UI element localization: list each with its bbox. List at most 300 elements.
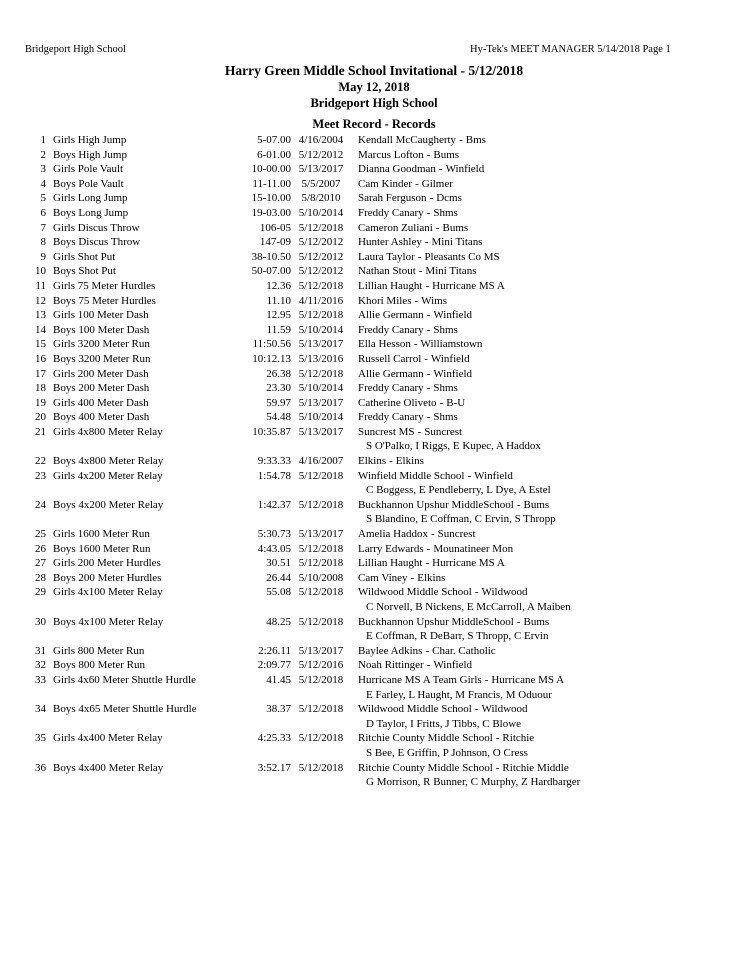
record-event-name: Girls 200 Meter Dash [53, 367, 149, 380]
record-date: 5/13/2016 [298, 352, 344, 365]
holder-separator: - [438, 163, 443, 176]
record-holder [358, 295, 447, 307]
record-holder [358, 674, 564, 686]
record-row [0, 470, 748, 499]
record-row [0, 251, 748, 266]
record-event-name: Boys 3200 Meter Run [53, 352, 151, 365]
record-team: Elkins [417, 571, 446, 584]
record-team: Bms [465, 134, 486, 146]
record-team: Winfield [433, 659, 473, 672]
record-athlete: Allie Germann [358, 309, 424, 322]
record-athlete: Noah Rittinger [358, 659, 424, 672]
relay-team-members: S O'Palko, I Riggs, E Kupec, A Haddox [366, 440, 541, 453]
holder-separator: - [389, 455, 393, 468]
record-number: 26 [35, 542, 46, 555]
record-athlete: Laura Taylor [358, 250, 415, 263]
record-holder [358, 353, 470, 365]
record-date: 5/13/2017 [298, 163, 344, 176]
record-date: 5/5/2007 [301, 177, 341, 190]
record-number: 19 [35, 396, 46, 409]
holder-separator: - [426, 382, 431, 395]
record-number: 30 [35, 615, 46, 628]
record-team: Bums [442, 221, 469, 234]
relay-team-members: E Farley, L Haught, M Francis, M Oduour [366, 688, 552, 701]
relay-team-members: D Taylor, I Fritts, J Tibbs, C Blowe [366, 717, 522, 730]
record-mark: 10:35.87 [252, 425, 291, 438]
record-number: 31 [35, 644, 46, 657]
record-athlete: Cam Viney [358, 571, 408, 584]
record-event-name: Girls 4x400 Meter Relay [53, 732, 163, 745]
holder-separator: - [425, 279, 430, 292]
record-number: 32 [35, 659, 46, 672]
record-row [0, 353, 748, 368]
record-date: 4/11/2016 [298, 294, 344, 307]
record-row [0, 236, 748, 251]
record-date: 5/12/2018 [298, 542, 344, 555]
holder-separator: - [417, 425, 422, 438]
record-event-name: Girls 4x200 Meter Relay [53, 469, 163, 482]
relay-team-members: E Coffman, R DeBarr, S Thropp, C Ervin [366, 630, 549, 643]
record-event-name: Boys High Jump [53, 148, 127, 161]
record-holder [358, 426, 462, 438]
record-holder [358, 309, 472, 321]
record-holder [358, 382, 458, 394]
record-team: B-U [446, 396, 466, 409]
holder-separator: - [418, 265, 423, 278]
record-mark: 26.44 [266, 571, 291, 584]
record-athlete: Freddy Canary [358, 411, 424, 424]
record-athlete: Sarah Ferguson [358, 192, 427, 205]
record-mark: 5:30.73 [257, 528, 291, 541]
record-date: 5/10/2014 [298, 323, 344, 336]
relay-team-members: G Morrison, R Bunner, C Murphy, Z Hardbarger [366, 776, 581, 789]
record-number: 16 [35, 352, 46, 365]
record-row [0, 557, 748, 572]
record-mark: 9:33.33 [257, 455, 291, 468]
record-holder [358, 499, 549, 511]
record-mark: 48.25 [266, 615, 291, 628]
record-holder [358, 178, 453, 190]
record-event-name: Girls 400 Meter Dash [53, 396, 149, 409]
record-athlete: Freddy Canary [358, 206, 424, 219]
record-team: Winfield [433, 367, 473, 380]
record-mark: 38-10.50 [251, 250, 291, 263]
record-athlete: Dianna Goodman [358, 163, 436, 176]
record-team: Winfield [445, 163, 485, 176]
record-holder [358, 732, 534, 744]
record-team: Mounatineer Mon [433, 542, 514, 555]
record-date: 5/12/2012 [298, 250, 344, 263]
record-team: Hurricane MS A [432, 279, 505, 292]
record-mark: 41.45 [266, 673, 291, 686]
holder-separator: - [426, 148, 431, 161]
report-title: Meet Record - Records [312, 117, 436, 131]
record-row [0, 265, 748, 280]
record-date: 5/12/2012 [298, 265, 344, 278]
record-holder [358, 762, 569, 774]
holder-separator: - [474, 586, 479, 599]
record-row [0, 192, 748, 207]
holder-separator: - [516, 615, 521, 628]
record-date: 5/12/2016 [298, 659, 344, 672]
record-event-name: Boys 4x800 Meter Relay [53, 455, 164, 468]
record-number: 15 [35, 338, 46, 351]
record-holder [358, 192, 462, 204]
record-team: Mini Titans [425, 265, 477, 278]
record-mark: 3:52.17 [257, 761, 291, 774]
record-row [0, 309, 748, 324]
records-list [0, 134, 748, 791]
record-date: 5/12/2018 [298, 673, 344, 686]
record-athlete: Ritchie County Middle School [358, 761, 493, 774]
record-mark: 59.97 [266, 396, 291, 409]
record-athlete: Catherine Oliveto [358, 396, 437, 409]
record-date: 5/12/2018 [298, 761, 344, 774]
holder-separator: - [459, 134, 463, 146]
record-mark: 4:25.33 [257, 732, 291, 745]
record-holder [358, 528, 476, 540]
page-running-header [0, 43, 748, 57]
record-team: Elkins [395, 455, 424, 468]
record-team: Hurricane MS A [491, 673, 565, 686]
record-number: 23 [35, 469, 46, 482]
record-row [0, 543, 748, 558]
record-mark: 4:43.05 [257, 542, 291, 555]
record-athlete: Suncrest MS [358, 425, 415, 438]
record-event-name: Girls 4x100 Meter Relay [53, 586, 163, 599]
record-row [0, 368, 748, 383]
record-holder [358, 265, 476, 277]
record-holder [358, 338, 482, 350]
record-holder [358, 470, 513, 482]
record-team: Shms [433, 323, 458, 336]
record-team: Bums [433, 148, 460, 161]
record-athlete: Khori Miles [358, 294, 412, 307]
record-athlete: Lillian Haught [358, 279, 423, 292]
record-team: Shms [433, 206, 458, 219]
header-software-info: Hy-Tek's MEET MANAGER 5/14/2018 Page 1 [470, 44, 671, 55]
record-team: Williamstown [420, 338, 483, 351]
record-date: 5/12/2018 [298, 469, 344, 482]
record-row [0, 703, 748, 732]
record-date: 5/12/2018 [298, 221, 344, 234]
record-athlete: Marcus Lofton [358, 148, 424, 161]
record-number: 29 [35, 586, 46, 599]
record-date: 5/12/2018 [298, 309, 344, 322]
relay-team-members: C Norvell, B Nickens, E McCarroll, A Maiben [366, 601, 571, 613]
record-athlete: Russell Carrol [358, 352, 422, 365]
record-date: 5/12/2018 [298, 498, 344, 511]
record-number: 28 [35, 571, 46, 584]
record-team: Hurricane MS A [432, 557, 505, 570]
document-title-block [0, 62, 748, 132]
record-number: 1 [40, 134, 46, 146]
record-date: 5/12/2012 [298, 236, 344, 249]
record-row [0, 222, 748, 237]
record-athlete: Wildwood Middle School [358, 703, 472, 716]
record-athlete: Larry Edwards [358, 542, 424, 555]
holder-separator: - [484, 673, 489, 686]
record-event-name: Girls 100 Meter Dash [53, 309, 149, 322]
record-date: 5/10/2014 [298, 411, 344, 424]
record-row [0, 659, 748, 674]
record-holder [358, 149, 459, 161]
holder-separator: - [426, 367, 431, 380]
record-date: 5/10/2014 [298, 206, 344, 219]
record-number: 14 [35, 323, 46, 336]
record-mark: 1:42.37 [257, 498, 291, 511]
record-mark: 10:12.13 [252, 352, 291, 365]
record-number: 8 [40, 236, 46, 249]
record-athlete: Winfield Middle School [358, 469, 465, 482]
record-event-name: Girls 4x60 Meter Shuttle Hurdle [53, 673, 196, 686]
holder-separator: - [414, 294, 419, 307]
record-mark: 10-00.00 [251, 163, 291, 176]
record-event-name: Boys 4x200 Meter Relay [53, 498, 164, 511]
record-holder [358, 134, 486, 146]
record-team: Wildwood [481, 586, 528, 599]
record-holder [358, 411, 458, 423]
record-mark: 11-11.00 [252, 177, 291, 190]
record-team: Wims [421, 294, 447, 307]
record-date: 4/16/2007 [298, 455, 344, 468]
holder-separator: - [430, 528, 435, 541]
record-holder [358, 280, 505, 292]
record-number: 7 [40, 221, 46, 234]
record-number: 34 [35, 703, 46, 716]
record-team: Suncrest [437, 528, 476, 541]
record-team: Ritchie [502, 732, 535, 745]
record-mark: 12.36 [266, 279, 291, 292]
holder-separator: - [413, 338, 418, 351]
record-row [0, 338, 748, 353]
record-date: 5/13/2017 [298, 338, 344, 351]
record-mark: 2:26.11 [258, 644, 291, 657]
holder-separator: - [495, 732, 500, 745]
record-date: 5/12/2018 [298, 557, 344, 570]
record-row [0, 134, 748, 149]
record-row [0, 762, 748, 791]
record-date: 5/13/2017 [298, 644, 344, 657]
record-row [0, 528, 748, 543]
record-mark: 147-09 [259, 236, 291, 249]
record-event-name: Girls Shot Put [53, 250, 116, 263]
record-row [0, 280, 748, 295]
holder-separator: - [426, 411, 431, 424]
record-row [0, 324, 748, 339]
record-date: 5/13/2017 [298, 425, 344, 438]
record-event-name: Boys 4x400 Meter Relay [53, 761, 164, 774]
record-holder [358, 397, 465, 409]
record-number: 27 [35, 557, 46, 570]
record-holder [358, 324, 458, 336]
record-date: 4/16/2004 [298, 134, 344, 146]
record-mark: 54.48 [266, 411, 291, 424]
meet-title: Harry Green Middle School Invitational - 5/12/2018 [224, 63, 524, 78]
record-row [0, 178, 748, 193]
record-row [0, 645, 748, 660]
record-athlete: Cameron Zuliani [358, 221, 433, 234]
relay-team-members: S Bee, E Griffin, P Johnson, O Cress [366, 746, 528, 759]
holder-separator: - [426, 659, 431, 672]
record-date: 5/12/2018 [298, 367, 344, 380]
record-athlete: Freddy Canary [358, 382, 424, 395]
record-event-name: Boys 200 Meter Hurdles [53, 571, 162, 584]
holder-separator: - [410, 571, 415, 584]
holder-separator: - [516, 498, 521, 511]
holder-separator: - [417, 250, 422, 263]
record-date: 5/12/2018 [298, 732, 344, 745]
record-number: 18 [35, 382, 46, 395]
record-holder [358, 659, 472, 671]
meet-venue: Bridgeport High School [310, 96, 438, 110]
record-event-name: Boys 4x65 Meter Shuttle Hurdle [53, 703, 197, 716]
record-mark: 26.38 [266, 367, 291, 380]
holder-separator: - [424, 352, 428, 365]
record-event-name: Boys 1600 Meter Run [53, 542, 151, 555]
record-row [0, 295, 748, 310]
header-school-name: Bridgeport High School [25, 44, 126, 55]
record-date: 5/10/2014 [298, 382, 344, 395]
record-event-name: Boys 100 Meter Dash [53, 323, 150, 336]
record-number: 17 [35, 367, 46, 380]
record-holder [358, 572, 445, 584]
record-date: 5/12/2012 [298, 148, 344, 161]
record-athlete: Freddy Canary [358, 323, 424, 336]
record-event-name: Boys Long Jump [53, 206, 129, 219]
record-date: 5/12/2018 [298, 615, 344, 628]
record-event-name: Girls 200 Meter Hurdles [53, 557, 161, 570]
record-mark: 12.95 [266, 309, 291, 322]
record-row [0, 397, 748, 412]
record-mark: 38.37 [266, 703, 291, 716]
holder-separator: - [424, 236, 429, 249]
relay-team-members: S Blandino, E Coffman, C Ervin, S Thropp [366, 513, 556, 526]
record-event-name: Girls 3200 Meter Run [53, 338, 150, 351]
meet-date: May 12, 2018 [338, 80, 410, 94]
record-event-name: Boys Pole Vault [53, 177, 124, 190]
record-holder [358, 543, 513, 555]
record-row [0, 455, 748, 470]
record-mark: 5-07.00 [257, 134, 291, 146]
holder-separator: - [426, 309, 431, 322]
record-holder [358, 222, 468, 234]
record-team: Gilmer [421, 177, 453, 190]
record-number: 25 [35, 528, 46, 541]
record-number: 3 [40, 163, 46, 176]
record-number: 12 [35, 294, 46, 307]
record-number: 4 [40, 177, 46, 190]
record-mark: 106-05 [259, 221, 291, 234]
record-athlete: Ella Hesson [358, 338, 411, 351]
record-event-name: Boys Shot Put [53, 265, 116, 278]
holder-separator: - [426, 542, 431, 555]
record-event-name: Girls 800 Meter Run [53, 644, 145, 657]
record-holder [358, 616, 549, 628]
record-date: 5/8/2010 [301, 192, 341, 205]
record-row [0, 149, 748, 164]
record-mark: 55.08 [266, 586, 291, 599]
record-athlete: Lillian Haught [358, 557, 423, 570]
record-mark: 30.51 [266, 557, 291, 570]
record-event-name: Boys 800 Meter Run [53, 659, 145, 672]
record-mark: 23.30 [266, 382, 291, 395]
record-event-name: Girls Discus Throw [53, 221, 140, 234]
record-holder [358, 455, 424, 467]
record-event-name: Girls Pole Vault [53, 163, 124, 176]
record-holder [358, 251, 500, 263]
record-number: 6 [40, 206, 46, 219]
record-date: 5/12/2018 [298, 586, 344, 599]
holder-separator: - [415, 177, 419, 190]
record-athlete: Kendall McCaugherty [358, 134, 457, 146]
record-row [0, 382, 748, 397]
record-team: Bums [523, 498, 550, 511]
record-athlete: Wildwood Middle School [358, 586, 472, 599]
record-row [0, 732, 748, 761]
record-athlete: Elkins [358, 455, 387, 468]
record-number: 5 [40, 192, 46, 205]
record-number: 33 [35, 673, 46, 686]
record-event-name: Girls Long Jump [53, 192, 128, 205]
record-mark: 6-01.00 [257, 148, 291, 161]
record-number: 11 [35, 279, 46, 292]
holder-separator: - [439, 396, 444, 409]
record-athlete: Cam Kinder [358, 177, 413, 190]
record-mark: 11.10 [266, 294, 291, 307]
record-athlete: Nathan Stout [358, 265, 416, 278]
record-holder [358, 557, 505, 569]
record-mark: 2:09.77 [257, 659, 291, 672]
record-mark: 50-07.00 [251, 265, 291, 278]
record-date: 5/12/2018 [298, 703, 344, 716]
record-holder [358, 368, 472, 380]
record-team: Wildwood [481, 703, 528, 716]
record-team: Winfield [474, 469, 513, 482]
record-mark: 11:50.56 [252, 338, 291, 351]
record-athlete: Allie Germann [358, 367, 424, 380]
record-row [0, 163, 748, 178]
holder-separator: - [426, 323, 431, 336]
record-row [0, 586, 748, 615]
record-team: Suncrest [424, 425, 463, 438]
record-date: 5/12/2018 [298, 279, 344, 292]
relay-team-members: C Boggess, E Pendleberry, L Dye, A Estel [366, 484, 551, 497]
record-event-name: Boys Discus Throw [53, 236, 141, 249]
record-number: 13 [35, 309, 46, 322]
holder-separator: - [467, 469, 472, 482]
record-event-name: Girls 4x800 Meter Relay [53, 425, 163, 438]
holder-separator: - [435, 221, 440, 234]
record-team: Pleasants Co MS [424, 250, 500, 263]
record-athlete: Amelia Haddox [358, 528, 428, 541]
holder-separator: - [426, 206, 431, 219]
record-number: 9 [40, 250, 46, 263]
record-team: Dcms [436, 192, 462, 205]
record-event-name: Girls 1600 Meter Run [53, 528, 150, 541]
record-mark: 19-03.00 [251, 206, 291, 219]
record-row [0, 411, 748, 426]
record-number: 24 [35, 498, 46, 511]
record-date: 5/10/2008 [298, 571, 344, 584]
record-holder [358, 586, 528, 598]
record-athlete: Buckhannon Upshur MiddleSchool [358, 498, 514, 511]
holder-separator: - [429, 192, 434, 205]
record-event-name: Boys 400 Meter Dash [53, 411, 150, 424]
record-mark: 1:54.78 [257, 469, 291, 482]
record-number: 20 [35, 411, 46, 424]
record-athlete: Ritchie County Middle School [358, 732, 493, 745]
